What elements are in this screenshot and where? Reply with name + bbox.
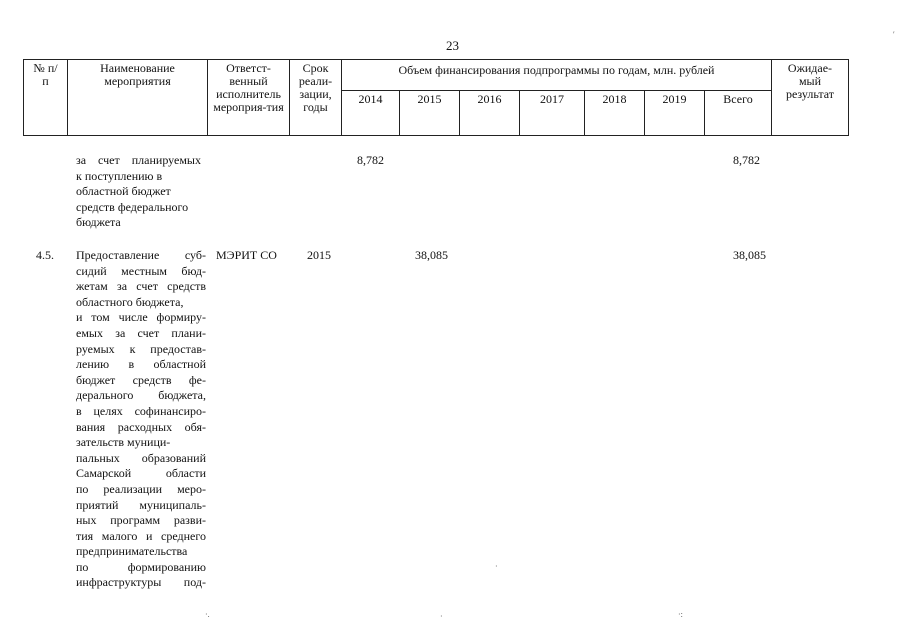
header-finance: Объем финансирования подпрограммы по годам, млн. рублей	[342, 60, 772, 91]
row2-name-line: приятий муниципаль-	[76, 497, 206, 512]
row2-name-line: предпринимательства	[76, 544, 188, 559]
row2-name-line: емых за счет плани-	[76, 325, 206, 340]
row2-value-2015: 38,085	[415, 248, 448, 262]
header-year-2015: 2015	[400, 91, 460, 136]
row1-total: 8,782	[733, 153, 760, 167]
header-year-2017: 2017	[520, 91, 585, 136]
row2-name-line: вания расходных обя-	[76, 419, 206, 434]
page-number: 23	[446, 38, 459, 53]
row2-name-line: пальных образований	[76, 450, 206, 465]
header-year-2019: 2019	[645, 91, 705, 136]
row2-name-line: руемых к предостав-	[76, 341, 206, 356]
scan-speck: ·.	[205, 610, 210, 619]
row2-name	[76, 248, 206, 591]
row2-name-line: сидий местным бюд-	[76, 263, 206, 278]
row2-term: 2015	[307, 248, 331, 262]
row2-name-line: по реализации меро-	[76, 481, 206, 496]
header-result: Ожидае-мый результат	[772, 60, 849, 136]
row1-name: за счет планируемых к поступлению в областной бюджет средств федерального бюджета	[76, 153, 201, 230]
row2-name-line: в целях софинансиро-	[76, 403, 206, 418]
header-term: Срок реали-зации, годы	[290, 60, 342, 136]
row2-name-line: областного бюджета,	[76, 294, 184, 309]
row2-responsible: МЭРИТ СО	[216, 248, 277, 262]
row2-name-line: лению в областной	[76, 357, 206, 372]
header-responsible: Ответст-венный исполнитель мероприя-тия	[208, 60, 290, 136]
header-name: Наименование мероприятия	[68, 60, 208, 136]
row2-name-line: по формированию	[76, 559, 206, 574]
row2-name-line: ных программ разви-	[76, 513, 206, 528]
scan-speck: ′	[893, 30, 895, 39]
scan-speck: ·:	[678, 610, 683, 619]
row2-name-line: Предоставление суб-	[76, 248, 206, 262]
header-num: № п/п	[24, 60, 68, 136]
row2-name-line: Самарской области	[76, 466, 206, 481]
scan-speck: ·	[495, 562, 498, 571]
row2-name-line: тия малого и среднего	[76, 528, 206, 543]
header-total: Всего	[705, 91, 772, 136]
row2-name-line: жетам за счет средств	[76, 279, 206, 294]
row2-name-line: дерального бюджета,	[76, 388, 206, 403]
row2-total: 38,085	[733, 248, 766, 262]
row2-name-line: зательств муници-	[76, 435, 171, 450]
row2-name-line: бюджет средств фе-	[76, 372, 206, 387]
scan-speck: ·	[440, 612, 443, 621]
row1-value-2014: 8,782	[357, 153, 384, 167]
header-year-2014: 2014	[342, 91, 400, 136]
row2-name-line: инфраструктуры под-	[76, 575, 206, 590]
header-year-2016: 2016	[460, 91, 520, 136]
row2-name-line: и том числе формиру-	[76, 310, 206, 325]
table-header	[23, 59, 849, 136]
row2-num: 4.5.	[36, 248, 54, 262]
header-year-2018: 2018	[585, 91, 645, 136]
